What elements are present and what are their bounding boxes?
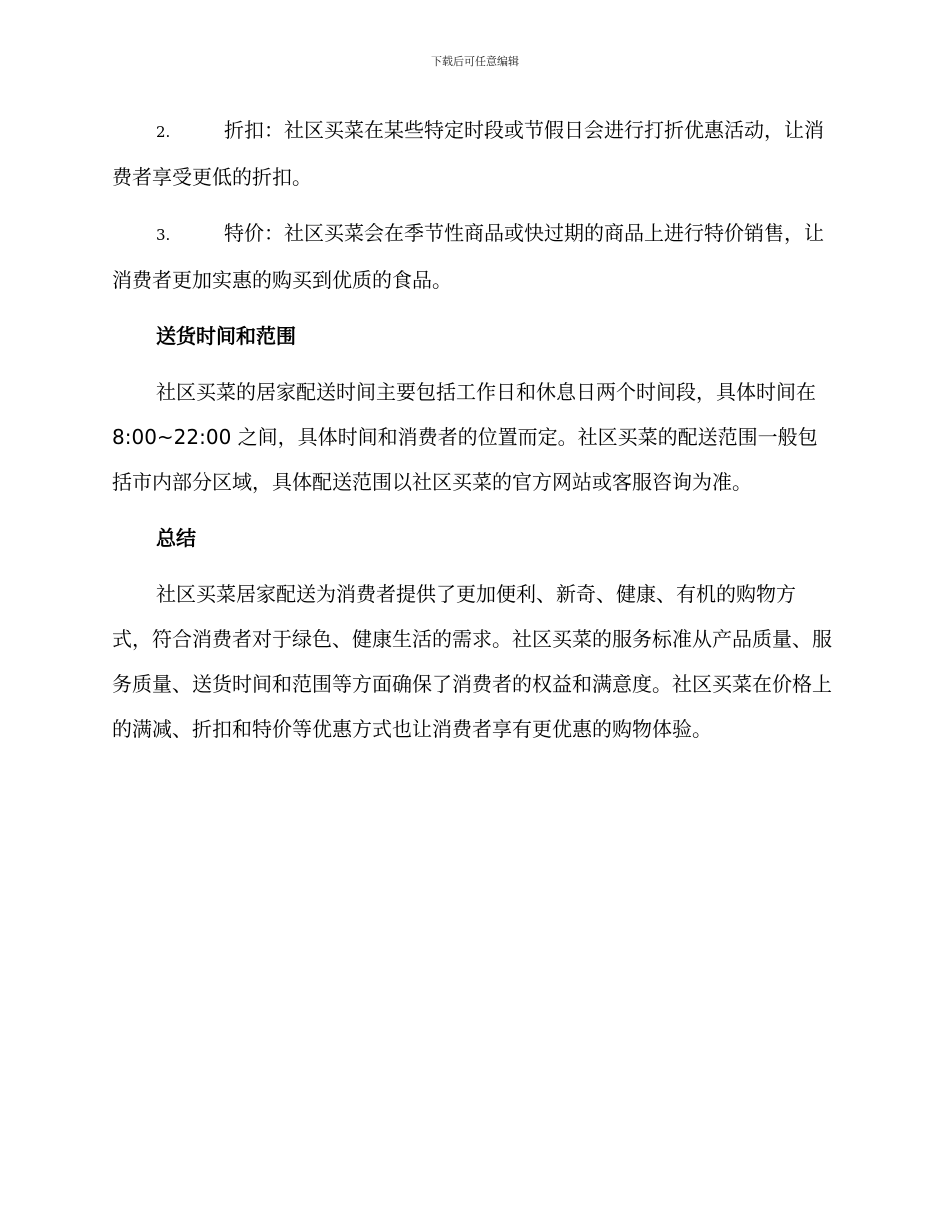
list-item-text: 折扣：社区买菜在某些特定时段或节假日会进行打折优惠活动，让消费者享受更低的折扣。 <box>112 118 824 189</box>
section-heading-summary: 总结 <box>156 526 196 550</box>
document-body <box>112 108 832 763</box>
section-paragraph-delivery: 社区买菜的居家配送时间主要包括工作日和休息日两个时间段，具体时间在 8:00~22:00 之间，具体时间和消费者的位置而定。社区买菜的配送范围一般包括市内部分区域，具体配送范围以社区买菜的官方网站或客服咨询为准。 <box>112 380 818 494</box>
list-item <box>112 108 832 200</box>
list-item <box>112 211 832 303</box>
page-header: 下载后可任意编辑 <box>431 55 519 68</box>
list-item-text: 特价：社区买菜会在季节性商品或快过期的商品上进行特价销售，让消费者更加实惠的购买到优质的食品。 <box>112 221 824 292</box>
list-item-number: 3. <box>156 226 171 244</box>
list-item-number: 2. <box>156 123 171 141</box>
section-heading-delivery: 送货时间和范围 <box>156 324 296 348</box>
section-paragraph-summary: 社区买菜居家配送为消费者提供了更加便利、新奇、健康、有机的购物方式，符合消费者对于绿色、健康生活的需求。社区买菜的服务标准从产品质量、服务质量、送货时间和范围等方面确保了消费者的权益和满意度。社区买菜在价格上的满减、折扣和特价等优惠方式也让消费者享有更优惠的购物体验。 <box>112 582 832 741</box>
